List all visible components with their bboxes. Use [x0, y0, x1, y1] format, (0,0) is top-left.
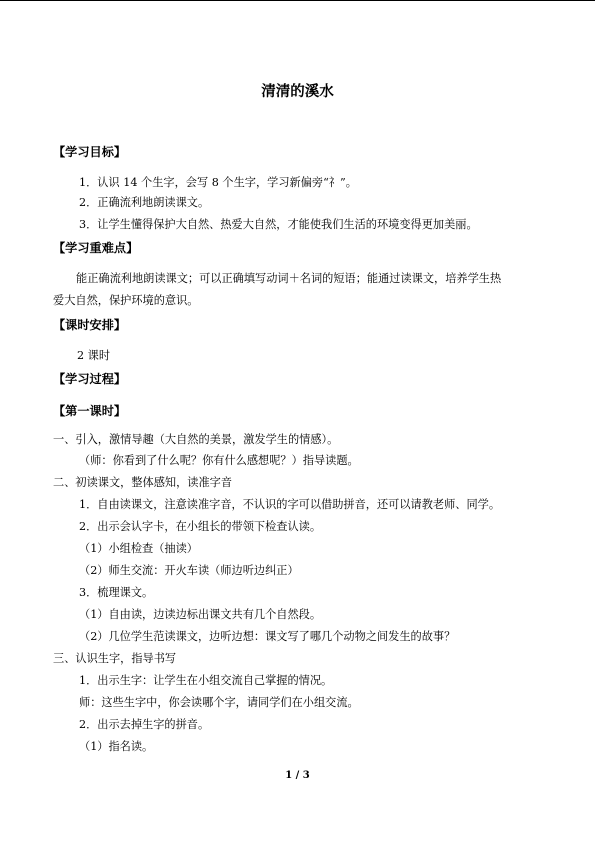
key-points-text-line-1: 能正确流利地朗读课文；可以正确填写动词＋名词的短语；能通过读课文，培养学生热 [76, 272, 502, 285]
schedule-text: 2 课时 [77, 349, 111, 362]
process-step-3-item-1: 1．出示生字：让学生在小组交流自己掌握的情况。 [79, 674, 333, 687]
process-step-2-item-3: 3．梳理课文。 [79, 586, 154, 599]
process-step-2-item-1: 1．自由读课文，注意读准字音，不认识的字可以借助拼音，还可以请教老师、同学。 [79, 498, 501, 511]
section-heading-process: 【学习过程】 [53, 372, 127, 386]
process-step-1-detail: （师：你看到了什么呢？你有什么感想呢？）指导读题。 [79, 454, 359, 467]
process-step-2-item-2-sub-2: （2）师生交流：开火车读（师边听边纠正） [79, 564, 299, 577]
goal-item-2: 2．正确流利地朗读课文。 [79, 196, 210, 209]
process-step-3-item-2-sub-1: （1）指名读。 [79, 740, 154, 753]
process-step-3-item-1-teacher: 师：这些生字中，你会读哪个字，请同学们在小组交流。 [79, 696, 359, 709]
process-step-2-item-3-sub-2: （2）几位学生范读课文，边听边想：课文写了哪几个动物之间发生的故事？ [79, 630, 456, 643]
top-border-line [0, 0, 595, 1]
process-step-2-item-3-sub-1: （1）自由读，边读边标出课文共有几个自然段。 [79, 608, 322, 621]
process-step-2-item-2: 2．出示会认字卡，在小组长的带领下检查认读。 [79, 520, 322, 533]
section-heading-first-lesson: 【第一课时】 [53, 404, 127, 418]
section-heading-goals: 【学习目标】 [53, 145, 127, 159]
process-step-1: 一、引入，激情导趣（大自然的美景，激发学生的情感）。 [53, 433, 339, 446]
section-heading-schedule: 【课时安排】 [53, 318, 127, 332]
key-points-text-line-2: 爱大自然，保护环境的意识。 [53, 294, 199, 307]
page-number: 1 / 3 [285, 770, 310, 781]
process-step-3-item-2: 2．出示去掉生字的拼音。 [79, 718, 210, 731]
document-title: 清清的溪水 [261, 84, 334, 100]
goal-item-3: 3．让学生懂得保护大自然、热爱大自然，才能使我们生活的环境变得更加美丽。 [79, 218, 478, 231]
goal-item-1: 1．认识 14 个生字，会写 8 个生字，学习新偏旁“礻”。 [79, 176, 357, 189]
process-step-2-item-2-sub-1: （1）小组检查（抽读） [79, 542, 198, 555]
section-heading-key-points: 【学习重难点】 [53, 241, 139, 255]
process-step-3: 三、认识生字，指导书写 [53, 652, 177, 665]
process-step-2: 二、初读课文，整体感知，读准字音 [53, 476, 233, 489]
